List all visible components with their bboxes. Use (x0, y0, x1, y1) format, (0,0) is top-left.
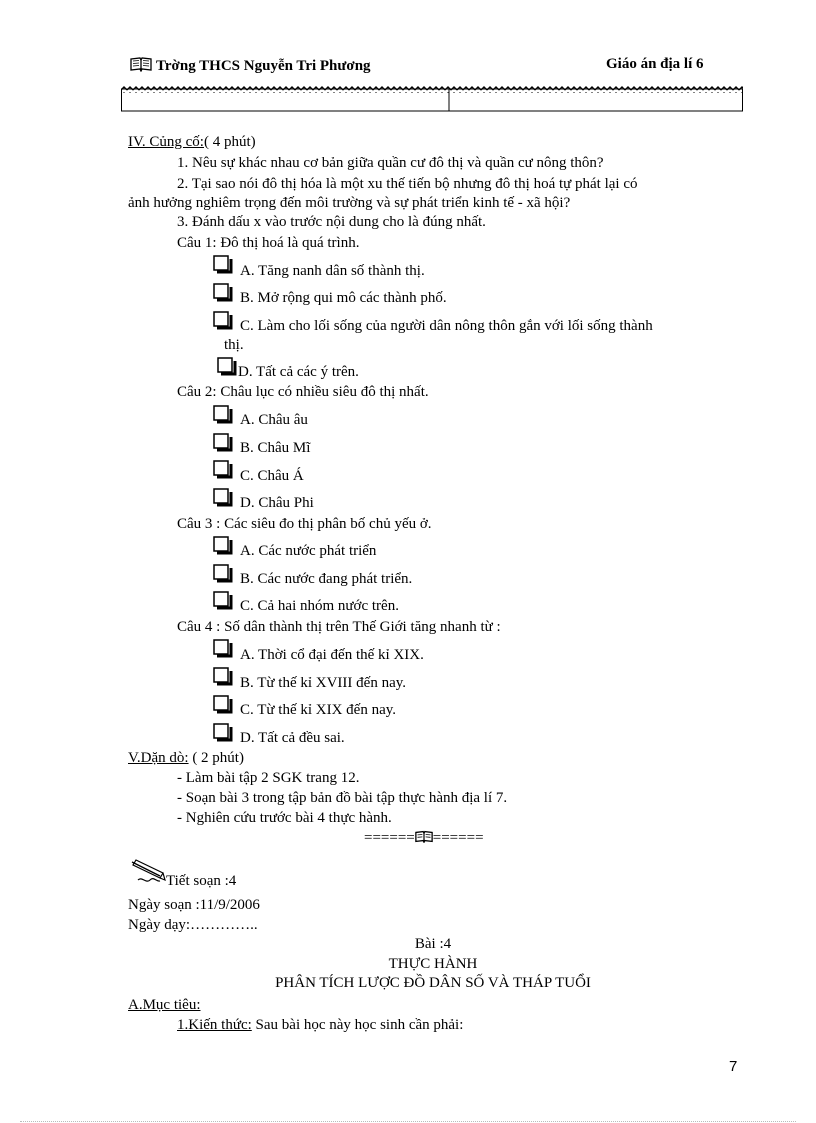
question-2-line2: ảnh hưởng nghiêm trọng đến môi trường và sự phát triển kinh tế - xã hội? (128, 195, 571, 211)
cau-3-option-c: C. Cả hai nhóm nước trên. (240, 598, 399, 614)
checkbox-icon[interactable] (213, 283, 233, 303)
checkbox-icon[interactable] (213, 695, 233, 715)
lesson-type: THỰC HÀNH (388, 956, 478, 972)
homework-item: - Nghiên cứu trước bài 4 thực hành. (177, 810, 392, 826)
checkbox-icon[interactable] (213, 639, 233, 659)
objectives-heading: A.Mục tiêu: (128, 997, 201, 1013)
pen-writing-icon (130, 858, 166, 884)
header-ruler (121, 86, 743, 112)
cau-2-option-a: A. Châu âu (240, 412, 308, 428)
cau-1-option-d: D. Tất cả các ý trên. (238, 364, 359, 380)
tiet-soan: Tiết soạn :4 (166, 873, 237, 889)
checkbox-icon[interactable] (217, 357, 237, 377)
checkbox-icon[interactable] (213, 405, 233, 425)
lesson-title: PHÂN TÍCH LƯỢC ĐỒ DÂN SỐ VÀ THÁP TUỔI (275, 975, 591, 991)
checkbox-icon[interactable] (213, 667, 233, 687)
knowledge-line: 1.Kiến thức: Sau bài học này học sinh cần phải: (177, 1017, 464, 1033)
lesson-number: Bài :4 (414, 936, 452, 952)
homework-item: - Soạn bài 3 trong tập bản đồ bài tập thực hành địa lí 7. (177, 790, 508, 806)
cau-1-label: Câu 1: Đô thị hoá là quá trình. (177, 235, 360, 251)
page-number: 7 (729, 1058, 738, 1075)
page-bottom-border (20, 1121, 796, 1122)
checkbox-icon[interactable] (213, 591, 233, 611)
cau-1-option-b: B. Mở rộng qui mô các thành phố. (240, 290, 447, 306)
question-1: 1. Nêu sự khác nhau cơ bản giữa quần cư đô thị và quần cư nông thôn? (177, 155, 604, 171)
homework-item: - Làm bài tập 2 SGK trang 12. (177, 770, 360, 786)
section-separator: ====== ====== (364, 830, 484, 846)
header-school: Trờng THCS Nguyễn Tri Phương (130, 56, 371, 75)
ngay-day: Ngày dạy:………….. (128, 917, 258, 933)
header-title: Giáo án địa lí 6 (606, 56, 704, 72)
question-3: 3. Đánh dấu x vào trước nội dung cho là đúng nhất. (177, 214, 486, 230)
ngay-soan: Ngày soạn :11/9/2006 (128, 897, 260, 913)
cau-4-option-a: A. Thời cổ đại đến thế kỉ XIX. (240, 647, 424, 663)
cau-2-label: Câu 2: Châu lục có nhiều siêu đô thị nhất. (177, 384, 429, 400)
cau-2-option-b: B. Châu Mĩ (240, 440, 311, 456)
cau-3-label: Câu 3 : Các siêu đo thị phân bố chủ yếu ở. (177, 516, 432, 532)
cau-3-option-b: B. Các nước đang phát triển. (240, 571, 413, 587)
checkbox-icon[interactable] (213, 460, 233, 480)
question-2-line1: 2. Tại sao nói đô thị hóa là một xu thế tiến bộ nhưng đô thị hoá tự phát lại có (177, 176, 638, 192)
checkbox-icon[interactable] (213, 564, 233, 584)
checkbox-icon[interactable] (213, 536, 233, 556)
checkbox-icon[interactable] (213, 488, 233, 508)
cau-3-option-a: A. Các nước phát triển (240, 543, 377, 559)
cau-2-option-d: D. Châu Phi (240, 495, 314, 511)
checkbox-icon[interactable] (213, 723, 233, 743)
cau-4-option-b: B. Từ thế kỉ XVIII đến nay. (240, 675, 407, 691)
cau-4-option-d: D. Tất cả đều sai. (240, 730, 345, 746)
cau-4-label: Câu 4 : Số dân thành thị trên Thế Giới tăng nhanh từ : (177, 619, 501, 635)
section5-heading: V.Dặn dò: ( 2 phút) (128, 750, 244, 766)
cau-1-option-c-cont: thị. (224, 337, 244, 353)
checkbox-icon[interactable] (213, 255, 233, 275)
section4-heading: IV. Củng cố:( 4 phút) (128, 134, 256, 150)
cau-1-option-a: A. Tăng nanh dân số thành thị. (240, 263, 425, 279)
checkbox-icon[interactable] (213, 311, 233, 331)
checkbox-icon[interactable] (213, 433, 233, 453)
cau-2-option-c: C. Châu Á (240, 468, 304, 484)
book-icon (415, 830, 433, 843)
cau-4-option-c: C. Từ thế kỉ XIX đến nay. (240, 702, 397, 718)
cau-1-option-c: C. Làm cho lối sống của người dân nông thôn gắn với lối sống thành (240, 318, 653, 334)
book-icon (130, 56, 152, 72)
